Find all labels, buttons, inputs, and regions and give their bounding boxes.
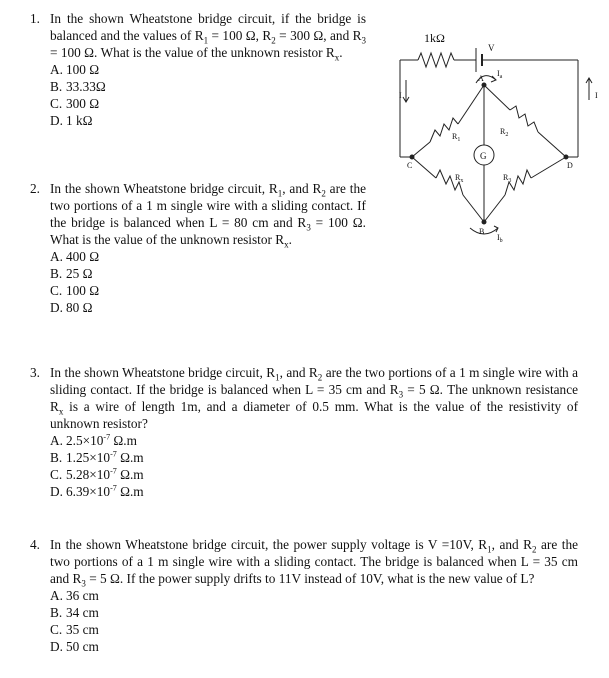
arm-b-r3 — [484, 195, 505, 222]
option-d — [30, 112, 366, 129]
option-text: $2.5\times 10^{-7}$ Ω.m — [66, 432, 137, 448]
question-text: In the shown Wheatstone bridge circuit, the power supply voltage is V =10V, $R_1$, and $R_2$ are the two portions of a 1 m single wire with a sliding contact. The bridge is balanced when L = 35 cm and $R_3 = 5$ Ω. If the power supply drifts to 11V instead of 10V, what is the new value of L? — [50, 537, 578, 589]
source-resistor-label: 1kΩ — [424, 31, 445, 45]
question-stem — [30, 364, 578, 432]
option-text: $6.39\times 10^{-7}$ Ω.m — [66, 483, 144, 499]
options-list — [30, 248, 366, 316]
question-text: In the shown Wheatstone bridge circuit, $R_1$, and $R_2$ are the two portions of a 1 m single wire with a sliding contact. If the bridge is balanced when L = 80 cm and $R_3 = 100$ Ω. What is the value of the unknown resistor $R_x$. — [50, 181, 367, 250]
question-2 — [30, 180, 366, 316]
arm-a-r2 — [484, 85, 510, 110]
option-c — [30, 466, 578, 483]
option-text: 100 Ω — [66, 62, 100, 77]
current-label-left: I — [399, 91, 402, 100]
arm-r3-d — [531, 157, 566, 178]
option-text: 300 Ω — [66, 96, 100, 111]
option-letter: C. — [50, 622, 63, 637]
arm-rx-b — [463, 195, 484, 222]
arm-r2-d — [538, 132, 566, 157]
option-letter: A. — [50, 249, 63, 264]
option-a — [30, 61, 366, 78]
options-list — [30, 587, 578, 655]
option-b — [30, 265, 366, 282]
option-text: 35 cm — [66, 622, 99, 637]
option-c — [30, 282, 366, 299]
option-letter: B. — [50, 605, 63, 620]
source-resistor — [418, 53, 454, 67]
galvanometer-label: G — [480, 151, 487, 161]
option-text: 36 cm — [66, 588, 99, 603]
option-letter: D. — [50, 639, 63, 654]
option-a — [30, 587, 578, 604]
current-label-right: I — [595, 91, 598, 100]
rx-label: $R_x$ — [455, 173, 464, 184]
node-d-label: D — [567, 161, 573, 170]
node-a-dot — [482, 83, 486, 87]
arm-c-r1 — [412, 142, 430, 157]
option-letter: A. — [50, 62, 63, 77]
option-text: $1.25\times 10^{-7}$ Ω.m — [66, 449, 144, 465]
question-1 — [30, 10, 366, 129]
r1-label: $R_1$ — [452, 132, 461, 143]
option-d — [30, 299, 366, 316]
arm-c-rx — [412, 157, 436, 178]
option-d — [30, 638, 578, 655]
option-b — [30, 604, 578, 621]
battery-label: V — [488, 43, 495, 53]
current-b-label: $I_b$ — [497, 233, 503, 244]
resistor-r2 — [510, 106, 538, 132]
option-letter: B. — [50, 266, 63, 281]
question-number: 4. — [30, 537, 40, 552]
r3-label: $R_3$ — [503, 173, 512, 184]
option-letter: C. — [50, 283, 63, 298]
option-c — [30, 621, 578, 638]
option-letter: B. — [50, 450, 63, 465]
question-number: 2. — [30, 181, 40, 196]
option-text: $5.28\times 10^{-7}$ Ω.m — [66, 466, 144, 482]
option-letter: D. — [50, 300, 63, 315]
question-4 — [30, 536, 578, 655]
option-letter: B. — [50, 79, 63, 94]
option-b — [30, 449, 578, 466]
options-list — [30, 432, 578, 500]
option-a — [30, 248, 366, 265]
option-letter: D. — [50, 484, 63, 499]
option-text: 25 Ω — [66, 266, 93, 281]
option-text: 80 Ω — [66, 300, 93, 315]
option-letter: A. — [50, 588, 63, 603]
question-stem — [30, 10, 366, 61]
question-number: 1. — [30, 11, 40, 26]
r2-label: $R_2$ — [500, 127, 509, 138]
question-stem — [30, 536, 578, 587]
node-c-label: C — [407, 161, 413, 170]
node-b-dot — [482, 220, 486, 224]
option-letter: C. — [50, 96, 63, 111]
option-letter: C. — [50, 467, 63, 482]
wheatstone-bridge-diagram — [385, 25, 600, 250]
option-text: 1 kΩ — [66, 113, 93, 128]
option-text: 33.33Ω — [66, 79, 106, 94]
node-d-dot — [564, 155, 568, 159]
question-text: In the shown Wheatstone bridge circuit, $R_1$, and $R_2$ are the two portions of a 1 m single wire with a sliding contact. If the bridge is balanced when L = 35 cm and $R_3 = 5$ Ω. The unknown resistance $R_x$ is a wire of length 1m, and a diameter of 0.5 mm. What is the value of the resistivity of unknown resistor? — [50, 365, 579, 431]
option-text: 34 cm — [66, 605, 99, 620]
question-stem — [30, 180, 366, 248]
arm-r1-a — [458, 85, 484, 124]
option-letter: A. — [50, 433, 63, 448]
option-a — [30, 432, 578, 449]
node-a-label: A — [478, 74, 484, 83]
option-b — [30, 78, 366, 95]
option-letter: D. — [50, 113, 63, 128]
option-d — [30, 483, 578, 500]
option-c — [30, 95, 366, 112]
option-text: 100 Ω — [66, 283, 100, 298]
options-list — [30, 61, 366, 129]
option-text: 50 cm — [66, 639, 99, 654]
option-text: 400 Ω — [66, 249, 100, 264]
node-c-dot — [410, 155, 414, 159]
question-3 — [30, 364, 578, 500]
question-text: In the shown Wheatstone bridge circuit, if the bridge is balanced and the values of $R_1 = 100$ Ω, $R_2 = 300$ Ω, and $R_3 = 100$ Ω. What is the value of the unknown resistor $R_x$. — [50, 11, 366, 63]
question-number: 3. — [30, 365, 40, 380]
node-b-label: B — [479, 227, 485, 236]
current-a-label: $I_a$ — [497, 69, 503, 80]
